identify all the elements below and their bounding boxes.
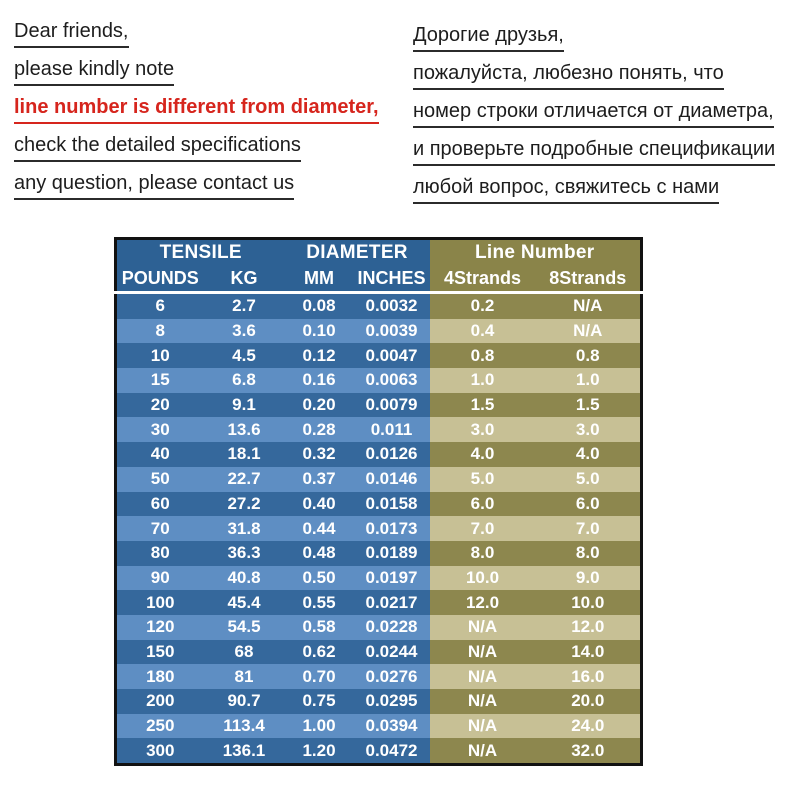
cell-8strands: 8.0 (536, 541, 642, 566)
cell-pounds: 10 (116, 343, 204, 368)
cell-4strands: 0.2 (430, 293, 536, 319)
cell-inches: 0.0173 (354, 516, 430, 541)
cell-mm: 0.70 (285, 664, 354, 689)
cell-mm: 0.10 (285, 319, 354, 344)
cell-kg: 6.8 (204, 368, 285, 393)
cell-mm: 0.62 (285, 640, 354, 665)
note-line-en-1: Dear friends, (14, 20, 129, 48)
cell-inches: 0.0032 (354, 293, 430, 319)
cell-4strands: 0.4 (430, 319, 536, 344)
note-line-ru-5: любой вопрос, свяжитесь с нами (413, 176, 719, 204)
table-row (116, 467, 642, 492)
column-header-kg: KG (204, 266, 285, 293)
spec-table (114, 237, 643, 766)
cell-8strands: 1.5 (536, 393, 642, 418)
cell-inches: 0.011 (354, 417, 430, 442)
column-header-inches: INCHES (354, 266, 430, 293)
cell-pounds: 30 (116, 417, 204, 442)
cell-mm: 0.55 (285, 590, 354, 615)
cell-4strands: 1.5 (430, 393, 536, 418)
note-line-ru-3: номер строки отличается от диаметра, (413, 100, 774, 128)
cell-kg: 18.1 (204, 442, 285, 467)
table-row (116, 492, 642, 517)
cell-kg: 3.6 (204, 319, 285, 344)
cell-8strands: N/A (536, 319, 642, 344)
table-row (116, 541, 642, 566)
cell-8strands: 24.0 (536, 714, 642, 739)
cell-kg: 27.2 (204, 492, 285, 517)
cell-mm: 0.75 (285, 689, 354, 714)
cell-pounds: 180 (116, 664, 204, 689)
cell-8strands: 5.0 (536, 467, 642, 492)
cell-8strands: 0.8 (536, 343, 642, 368)
cell-inches: 0.0063 (354, 368, 430, 393)
cell-4strands: 8.0 (430, 541, 536, 566)
table-row (116, 417, 642, 442)
cell-kg: 68 (204, 640, 285, 665)
column-header-8strands: 8Strands (536, 266, 642, 293)
group-header-tensile: TENSILE (116, 239, 285, 267)
cell-pounds: 90 (116, 566, 204, 591)
column-header-mm: MM (285, 266, 354, 293)
note-line-en-5: any question, please contact us (14, 172, 294, 200)
cell-8strands: 32.0 (536, 738, 642, 764)
table-row (116, 393, 642, 418)
cell-inches: 0.0189 (354, 541, 430, 566)
cell-pounds: 150 (116, 640, 204, 665)
cell-8strands: 20.0 (536, 689, 642, 714)
column-header-pounds: POUNDS (116, 266, 204, 293)
cell-pounds: 50 (116, 467, 204, 492)
cell-inches: 0.0039 (354, 319, 430, 344)
cell-4strands: 7.0 (430, 516, 536, 541)
cell-kg: 4.5 (204, 343, 285, 368)
table-row (116, 319, 642, 344)
group-header-diameter: DIAMETER (285, 239, 430, 267)
cell-inches: 0.0244 (354, 640, 430, 665)
cell-pounds: 15 (116, 368, 204, 393)
table-row (116, 615, 642, 640)
cell-4strands: 3.0 (430, 417, 536, 442)
cell-inches: 0.0047 (354, 343, 430, 368)
cell-8strands: 4.0 (536, 442, 642, 467)
table-row (116, 516, 642, 541)
column-header-4strands: 4Strands (430, 266, 536, 293)
table-row (116, 590, 642, 615)
cell-mm: 0.28 (285, 417, 354, 442)
cell-kg: 13.6 (204, 417, 285, 442)
cell-4strands: 1.0 (430, 368, 536, 393)
spec-table-head (116, 239, 642, 293)
table-row (116, 738, 642, 764)
cell-8strands: 3.0 (536, 417, 642, 442)
cell-kg: 2.7 (204, 293, 285, 319)
group-header-row (116, 239, 642, 267)
cell-8strands: 7.0 (536, 516, 642, 541)
cell-inches: 0.0126 (354, 442, 430, 467)
cell-kg: 22.7 (204, 467, 285, 492)
cell-kg: 31.8 (204, 516, 285, 541)
cell-4strands: N/A (430, 689, 536, 714)
note-line-ru-1: Дорогие друзья, (413, 24, 564, 52)
cell-pounds: 20 (116, 393, 204, 418)
cell-8strands: 16.0 (536, 664, 642, 689)
cell-kg: 90.7 (204, 689, 285, 714)
cell-inches: 0.0228 (354, 615, 430, 640)
group-header-line-number: Line Number (430, 239, 642, 267)
cell-inches: 0.0158 (354, 492, 430, 517)
cell-mm: 0.40 (285, 492, 354, 517)
cell-8strands: 10.0 (536, 590, 642, 615)
cell-inches: 0.0146 (354, 467, 430, 492)
cell-4strands: 12.0 (430, 590, 536, 615)
cell-mm: 0.48 (285, 541, 354, 566)
cell-kg: 81 (204, 664, 285, 689)
cell-8strands: 14.0 (536, 640, 642, 665)
note-line-ru-4: и проверьте подробные спецификации (413, 138, 775, 166)
cell-4strands: N/A (430, 615, 536, 640)
table-row (116, 689, 642, 714)
cell-pounds: 60 (116, 492, 204, 517)
table-row (116, 640, 642, 665)
cell-kg: 45.4 (204, 590, 285, 615)
cell-mm: 0.08 (285, 293, 354, 319)
cell-inches: 0.0394 (354, 714, 430, 739)
cell-kg: 9.1 (204, 393, 285, 418)
cell-pounds: 100 (116, 590, 204, 615)
cell-4strands: N/A (430, 664, 536, 689)
cell-kg: 54.5 (204, 615, 285, 640)
cell-4strands: 0.8 (430, 343, 536, 368)
note-line-ru-2: пожалуйста, любезно понять, что (413, 62, 724, 90)
cell-mm: 0.50 (285, 566, 354, 591)
cell-mm: 0.58 (285, 615, 354, 640)
cell-pounds: 80 (116, 541, 204, 566)
table-row (116, 343, 642, 368)
cell-mm: 1.20 (285, 738, 354, 764)
cell-kg: 136.1 (204, 738, 285, 764)
note-line-en-4: check the detailed specifications (14, 134, 301, 162)
cell-pounds: 250 (116, 714, 204, 739)
cell-mm: 0.12 (285, 343, 354, 368)
table-row (116, 293, 642, 319)
table-row (116, 442, 642, 467)
cell-8strands: 9.0 (536, 566, 642, 591)
cell-4strands: 6.0 (430, 492, 536, 517)
cell-inches: 0.0276 (354, 664, 430, 689)
cell-mm: 0.16 (285, 368, 354, 393)
cell-inches: 0.0217 (354, 590, 430, 615)
cell-8strands: 12.0 (536, 615, 642, 640)
cell-pounds: 300 (116, 738, 204, 764)
cell-mm: 0.37 (285, 467, 354, 492)
cell-pounds: 6 (116, 293, 204, 319)
note-line-en-3: line number is different from diameter, (14, 96, 379, 124)
cell-mm: 0.44 (285, 516, 354, 541)
column-header-row (116, 266, 642, 293)
note-line-en-2: please kindly note (14, 58, 174, 86)
cell-8strands: 6.0 (536, 492, 642, 517)
cell-pounds: 40 (116, 442, 204, 467)
cell-4strands: N/A (430, 640, 536, 665)
cell-pounds: 8 (116, 319, 204, 344)
cell-4strands: 5.0 (430, 467, 536, 492)
cell-4strands: N/A (430, 714, 536, 739)
cell-pounds: 70 (116, 516, 204, 541)
table-row (116, 714, 642, 739)
cell-4strands: 10.0 (430, 566, 536, 591)
spec-table-body (116, 293, 642, 765)
cell-4strands: N/A (430, 738, 536, 764)
cell-kg: 36.3 (204, 541, 285, 566)
table-row (116, 664, 642, 689)
cell-inches: 0.0472 (354, 738, 430, 764)
cell-mm: 0.20 (285, 393, 354, 418)
cell-inches: 0.0079 (354, 393, 430, 418)
cell-4strands: 4.0 (430, 442, 536, 467)
cell-mm: 0.32 (285, 442, 354, 467)
table-row (116, 368, 642, 393)
notes-english (14, 20, 379, 210)
cell-pounds: 120 (116, 615, 204, 640)
cell-8strands: N/A (536, 293, 642, 319)
cell-pounds: 200 (116, 689, 204, 714)
table-row (116, 566, 642, 591)
cell-mm: 1.00 (285, 714, 354, 739)
notes-russian (413, 24, 775, 214)
cell-kg: 113.4 (204, 714, 285, 739)
cell-8strands: 1.0 (536, 368, 642, 393)
cell-kg: 40.8 (204, 566, 285, 591)
cell-inches: 0.0295 (354, 689, 430, 714)
cell-inches: 0.0197 (354, 566, 430, 591)
